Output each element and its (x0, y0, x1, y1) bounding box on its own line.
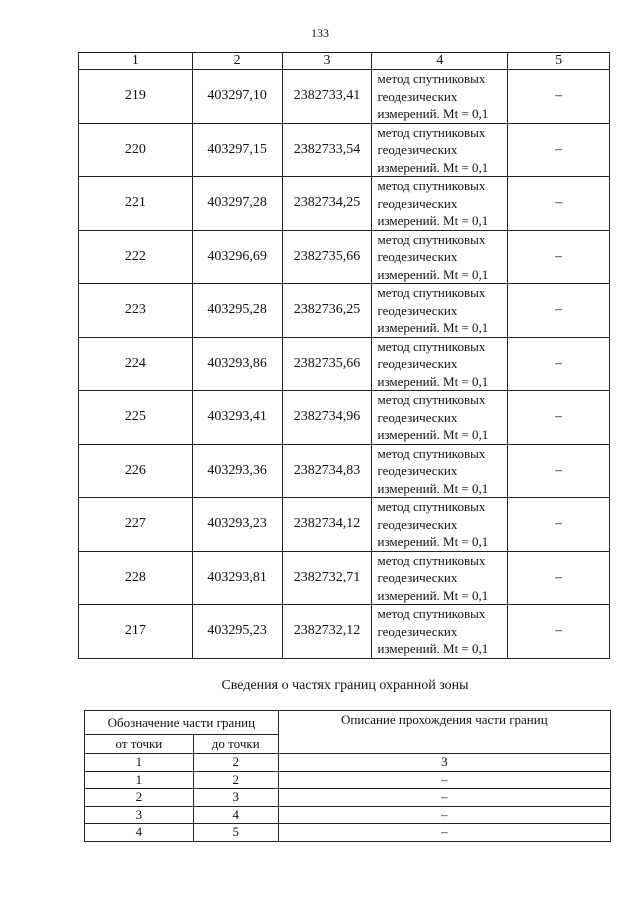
y-coordinate-cell: 2382732,12 (282, 605, 372, 659)
from-point-cell: 2 (85, 789, 194, 807)
table-row (85, 789, 611, 807)
description-cell: – (278, 771, 610, 789)
x-coordinate-cell: 403297,28 (192, 177, 282, 231)
note-cell: – (508, 498, 610, 552)
note-cell: – (508, 444, 610, 498)
point-cell: 223 (79, 284, 193, 338)
table-row (85, 754, 611, 772)
y-coordinate-cell: 2382733,54 (282, 123, 372, 177)
point-cell: 219 (79, 70, 193, 124)
point-cell: 221 (79, 177, 193, 231)
from-point-cell: 3 (85, 806, 194, 824)
method-cell (372, 284, 508, 338)
y-coordinate-cell: 2382736,25 (282, 284, 372, 338)
point-cell: 228 (79, 551, 193, 605)
y-coordinate-cell: 2382733,41 (282, 70, 372, 124)
to-point-cell: 2 (193, 771, 278, 789)
table-row (79, 337, 610, 391)
table-row (79, 284, 610, 338)
x-coordinate-cell: 403293,81 (192, 551, 282, 605)
x-coordinate-cell: 403293,36 (192, 444, 282, 498)
table-row (85, 824, 611, 842)
method-line: метод спутниковых (377, 499, 486, 514)
y-coordinate-cell: 2382735,66 (282, 337, 372, 391)
method-line: метод спутниковых (377, 71, 486, 86)
x-coordinate-cell: 403293,86 (192, 337, 282, 391)
table-row (79, 177, 610, 231)
table-row (79, 391, 610, 445)
method-line: метод спутниковых (377, 231, 486, 247)
method-line: геодезических (377, 88, 458, 104)
method-line: метод спутниковых (377, 178, 486, 193)
coordinates-table (78, 52, 610, 659)
method-line: геодезических (377, 409, 458, 425)
y-coordinate-cell: 2382734,25 (282, 177, 372, 231)
page-number: 133 (311, 26, 329, 40)
column-header-2: 2 (192, 53, 282, 70)
note-cell: – (508, 605, 610, 659)
method-line: измерений. Mt = 0,1 (377, 641, 489, 656)
table-row (79, 605, 610, 659)
x-coordinate-cell: 403297,15 (192, 123, 282, 177)
method-line: метод спутниковых (377, 445, 486, 461)
table-row (79, 123, 610, 177)
to-point-cell: 3 (193, 789, 278, 807)
x-coordinate-cell: 403295,23 (192, 605, 282, 659)
method-line: измерений. Mt = 0,1 (377, 587, 489, 603)
table-row (79, 230, 610, 284)
method-line: измерений. Mt = 0,1 (377, 534, 489, 549)
method-line: измерений. Mt = 0,1 (377, 266, 489, 282)
method-line: геодезических (377, 142, 458, 157)
designation-header: Обозначение части границ (85, 711, 279, 735)
method-line: измерений. Mt = 0,1 (377, 480, 489, 496)
note-cell: – (508, 70, 610, 124)
point-cell: 220 (79, 123, 193, 177)
from-point-cell: 1 (85, 771, 194, 789)
method-line: измерений. Mt = 0,1 (377, 213, 489, 228)
method-cell (372, 177, 508, 231)
coordinates-header-row (79, 53, 610, 70)
note-cell: – (508, 177, 610, 231)
method-line: метод спутниковых (377, 606, 486, 621)
method-line: геодезических (377, 516, 458, 532)
table-row (79, 70, 610, 124)
section-title: Сведения о частях границ охранной зоны (221, 678, 469, 693)
note-cell: – (508, 230, 610, 284)
to-point-header: до точки (193, 735, 278, 754)
to-point-cell: 2 (193, 754, 278, 772)
method-cell (372, 70, 508, 124)
method-line: метод спутниковых (377, 552, 486, 568)
method-cell (372, 123, 508, 177)
from-point-header: от точки (85, 735, 194, 754)
note-cell: – (508, 284, 610, 338)
method-line: измерений. Mt = 0,1 (377, 159, 489, 175)
y-coordinate-cell: 2382732,71 (282, 551, 372, 605)
point-cell: 222 (79, 230, 193, 284)
column-header-5: 5 (508, 53, 610, 70)
method-cell (372, 498, 508, 552)
method-cell (372, 391, 508, 445)
table-row (85, 771, 611, 789)
from-point-cell: 4 (85, 824, 194, 842)
method-line: метод спутниковых (377, 338, 486, 354)
method-line: измерений. Mt = 0,1 (377, 427, 489, 442)
y-coordinate-cell: 2382734,83 (282, 444, 372, 498)
table-row (79, 498, 610, 552)
table-row (85, 806, 611, 824)
from-point-cell: 1 (85, 754, 194, 772)
method-cell (372, 551, 508, 605)
to-point-cell: 5 (193, 824, 278, 842)
method-cell (372, 230, 508, 284)
boundary-parts-table (84, 710, 611, 842)
method-line: измерений. Mt = 0,1 (377, 320, 489, 335)
x-coordinate-cell: 403295,28 (192, 284, 282, 338)
column-header-4: 4 (372, 53, 508, 70)
y-coordinate-cell: 2382734,96 (282, 391, 372, 445)
method-line: метод спутниковых (377, 285, 486, 300)
method-line: геодезических (377, 302, 458, 318)
x-coordinate-cell: 403297,10 (192, 70, 282, 124)
note-cell: – (508, 337, 610, 391)
method-line: геодезических (377, 195, 458, 211)
y-coordinate-cell: 2382735,66 (282, 230, 372, 284)
method-line: измерений. Mt = 0,1 (377, 106, 489, 121)
x-coordinate-cell: 403296,69 (192, 230, 282, 284)
x-coordinate-cell: 403293,23 (192, 498, 282, 552)
method-line: геодезических (377, 623, 458, 639)
point-cell: 226 (79, 444, 193, 498)
y-coordinate-cell: 2382734,12 (282, 498, 372, 552)
point-cell: 224 (79, 337, 193, 391)
description-cell: – (278, 789, 610, 807)
method-cell (372, 444, 508, 498)
point-cell: 225 (79, 391, 193, 445)
method-line: геодезических (377, 463, 458, 478)
point-cell: 227 (79, 498, 193, 552)
column-header-1: 1 (79, 53, 193, 70)
parts-header-row (85, 711, 611, 735)
method-line: метод спутниковых (377, 392, 486, 407)
to-point-cell: 4 (193, 806, 278, 824)
method-cell (372, 337, 508, 391)
x-coordinate-cell: 403293,41 (192, 391, 282, 445)
description-cell: – (278, 806, 610, 824)
description-cell: – (278, 824, 610, 842)
method-line: геодезических (377, 570, 458, 585)
method-line: геодезических (377, 356, 458, 371)
method-line: метод спутниковых (377, 124, 486, 140)
table-row (79, 444, 610, 498)
method-cell (372, 605, 508, 659)
note-cell: – (508, 391, 610, 445)
description-cell: 3 (278, 754, 610, 772)
method-line: геодезических (377, 249, 458, 264)
note-cell: – (508, 123, 610, 177)
column-header-3: 3 (282, 53, 372, 70)
description-header: Описание прохождения части границ (278, 711, 610, 754)
note-cell: – (508, 551, 610, 605)
method-line: измерений. Mt = 0,1 (377, 373, 489, 389)
point-cell: 217 (79, 605, 193, 659)
table-row (79, 551, 610, 605)
